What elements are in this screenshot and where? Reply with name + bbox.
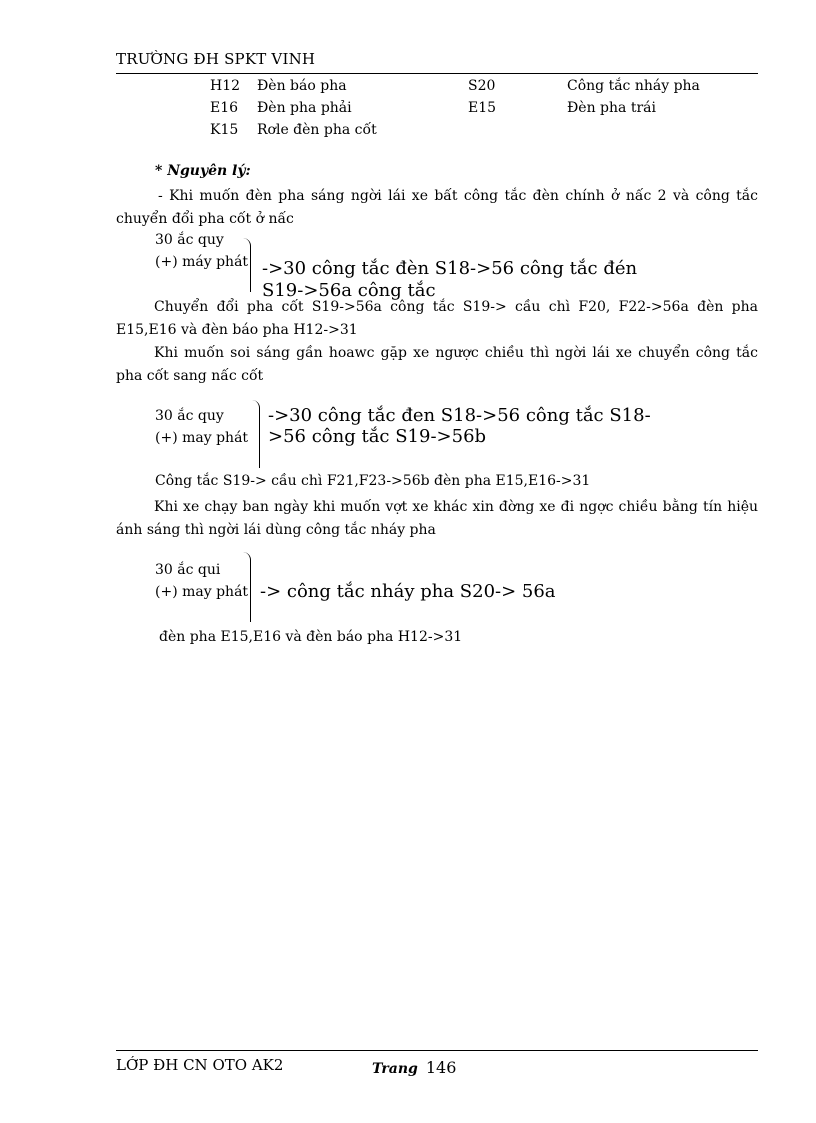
diagram-source-line: 30 ắc quy	[155, 232, 224, 248]
paragraph: Khi muốn soi sáng gần hoawc gặp xe ngược chiều thì ngời lái xe chuyển công tắc pha cốt sang nấc cốt	[116, 345, 758, 384]
footer-page	[372, 1058, 456, 1077]
diagram-source-line: (+) may phát	[155, 430, 249, 446]
page-label: Trang	[372, 1061, 418, 1077]
paragraph: Chuyển đổi pha cốt S19->56a công tắc S19-> cầu chì F20, F22->56a đèn pha E15,E16 và đèn báo pha H12->31	[116, 299, 758, 338]
paragraph: Công tắc S19-> cầu chì F21,F23->56b đèn pha E15,E16->31	[155, 473, 591, 489]
legend-desc: Đèn pha trái	[567, 100, 656, 116]
legend-code: E16	[210, 100, 239, 116]
legend-desc: Đèn pha phải	[257, 100, 352, 116]
footer-rule	[116, 1050, 758, 1051]
page-header-title: TRƯỜNG ĐH SPKT VINH	[116, 50, 316, 68]
paragraph: - Khi muốn đèn pha sáng ngời lái xe bất công tắc đèn chính ở nấc 2 và công tắc chuyển đổi pha cốt ở nấc	[116, 188, 758, 227]
diagram-target-line: ->30 công tắc đèn S18->56 công tắc đén	[262, 258, 638, 279]
legend-code: H12	[210, 78, 241, 94]
brace	[242, 238, 251, 292]
diagram-target-line: S19->56a công tắc	[262, 280, 436, 301]
legend-code: K15	[210, 122, 239, 138]
paragraph: Khi xe chạy ban ngày khi muốn vợt xe khác xin đờng xe đi ngợc chiều bằng tín hiệu ánh sáng thì ngời lái dùng công tắc nháy pha	[116, 499, 758, 538]
diagram-source-line: 30 ắc qui	[155, 562, 221, 578]
diagram-target-line: ->30 công tắc đen S18->56 công tắc S18-	[268, 405, 651, 426]
principle-heading: * Nguyên lý:	[155, 163, 251, 179]
legend-code: E15	[468, 100, 497, 116]
legend-code: S20	[468, 78, 496, 94]
paragraph: đèn pha E15,E16 và đèn báo pha H12->31	[159, 629, 463, 645]
brace	[251, 400, 260, 468]
diagram-target-line: >56 công tắc S19->56b	[268, 426, 487, 447]
diagram-source-line: (+) máy phát	[155, 254, 249, 270]
diagram-target-line: -> công tắc nháy pha S20-> 56a	[260, 581, 556, 602]
brace	[242, 552, 251, 622]
header-rule	[116, 73, 758, 74]
diagram-source-line: (+) may phát	[155, 584, 249, 600]
diagram-source-line: 30 ắc quy	[155, 408, 224, 424]
legend-desc: Đèn báo pha	[257, 78, 347, 94]
footer-class-name: LỚP ĐH CN OTO AK2	[116, 1056, 284, 1074]
legend-desc: Rơle đèn pha cốt	[257, 122, 377, 138]
legend-desc: Công tắc nháy pha	[567, 78, 700, 94]
page-number: 146	[425, 1058, 457, 1077]
